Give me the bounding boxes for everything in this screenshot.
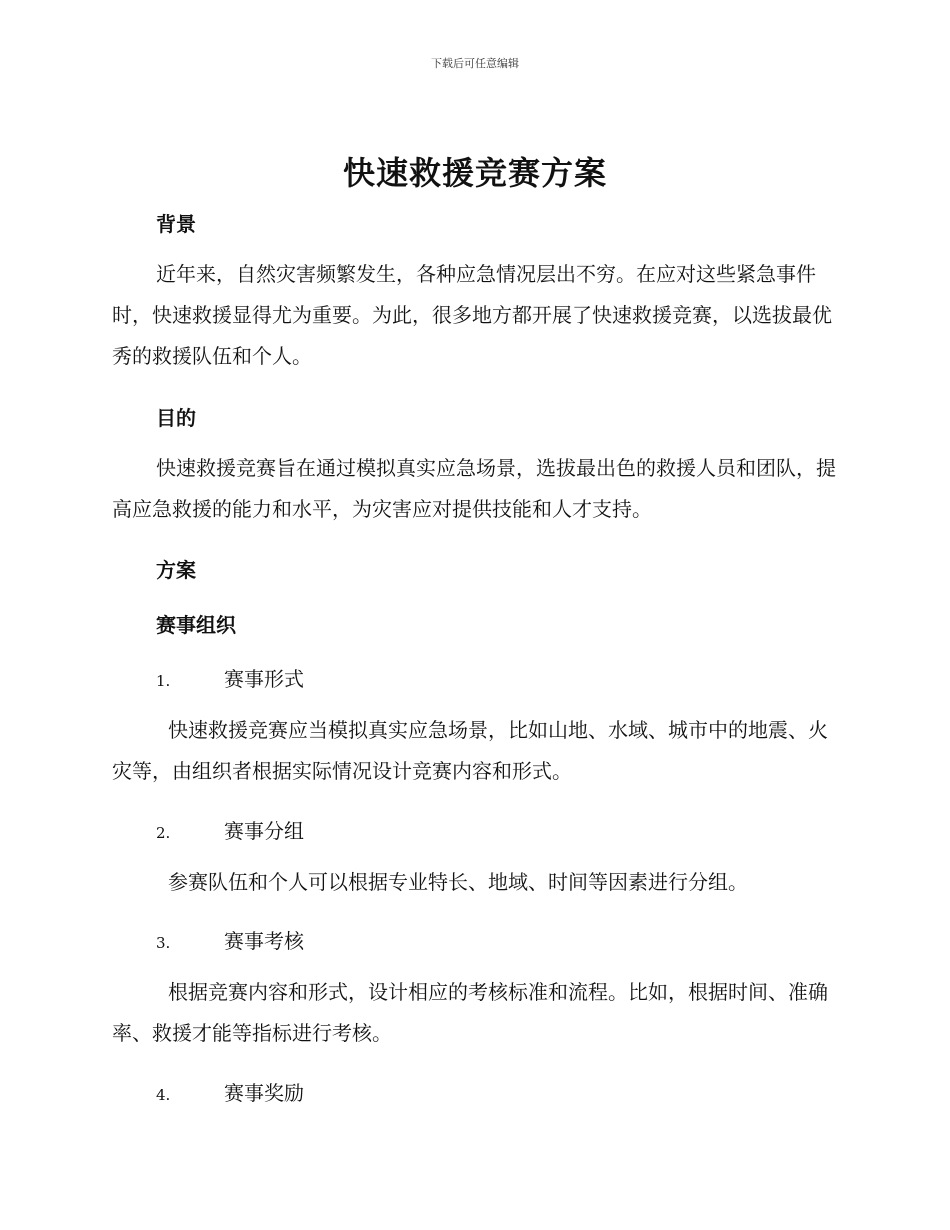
list-item-3 — [156, 925, 304, 954]
background-paragraph: 近年来，自然灾害频繁发生，各种应急情况层出不穷。在应对这些紧急事件时，快速救援显得尤为重要。为此，很多地方都开展了快速救援竞赛，以选拔最优秀的救援队伍和个人。 — [112, 262, 832, 368]
list-item-label: 赛事分组 — [224, 819, 304, 843]
item-1-paragraph: 快速救援竞赛应当模拟真实应急场景，比如山地、水域、城市中的地震、火灾等，由组织者根据实际情况设计竞赛内容和形式。 — [112, 718, 828, 783]
section-heading-background: 背景 — [156, 212, 196, 236]
list-item-number: 3. — [156, 934, 171, 952]
list-item-4 — [156, 1077, 304, 1106]
section-heading-plan: 方案 — [156, 558, 196, 582]
list-item-label: 赛事奖励 — [224, 1081, 304, 1105]
section-heading-purpose: 目的 — [156, 406, 196, 430]
list-item-1 — [156, 663, 304, 692]
purpose-paragraph: 快速救援竞赛旨在通过模拟真实应急场景，选拔最出色的救援人员和团队，提高应急救援的能力和水平，为灾害应对提供技能和人才支持。 — [112, 456, 836, 521]
header-note: 下载后可任意编辑 — [431, 57, 519, 70]
document-title: 快速救援竞赛方案 — [342, 154, 607, 192]
list-item-label: 赛事形式 — [224, 667, 304, 691]
item-2-paragraph: 参赛队伍和个人可以根据专业特长、地域、时间等因素进行分组。 — [168, 870, 748, 894]
list-item-2 — [156, 815, 304, 844]
list-item-number: 2. — [156, 824, 171, 842]
list-item-number: 1. — [156, 672, 171, 690]
list-item-label: 赛事考核 — [224, 929, 304, 953]
section-heading-organization: 赛事组织 — [156, 613, 236, 637]
list-item-number: 4. — [156, 1086, 171, 1104]
item-3-paragraph: 根据竞赛内容和形式，设计相应的考核标准和流程。比如，根据时间、准确率、救援才能等指标进行考核。 — [112, 980, 828, 1045]
